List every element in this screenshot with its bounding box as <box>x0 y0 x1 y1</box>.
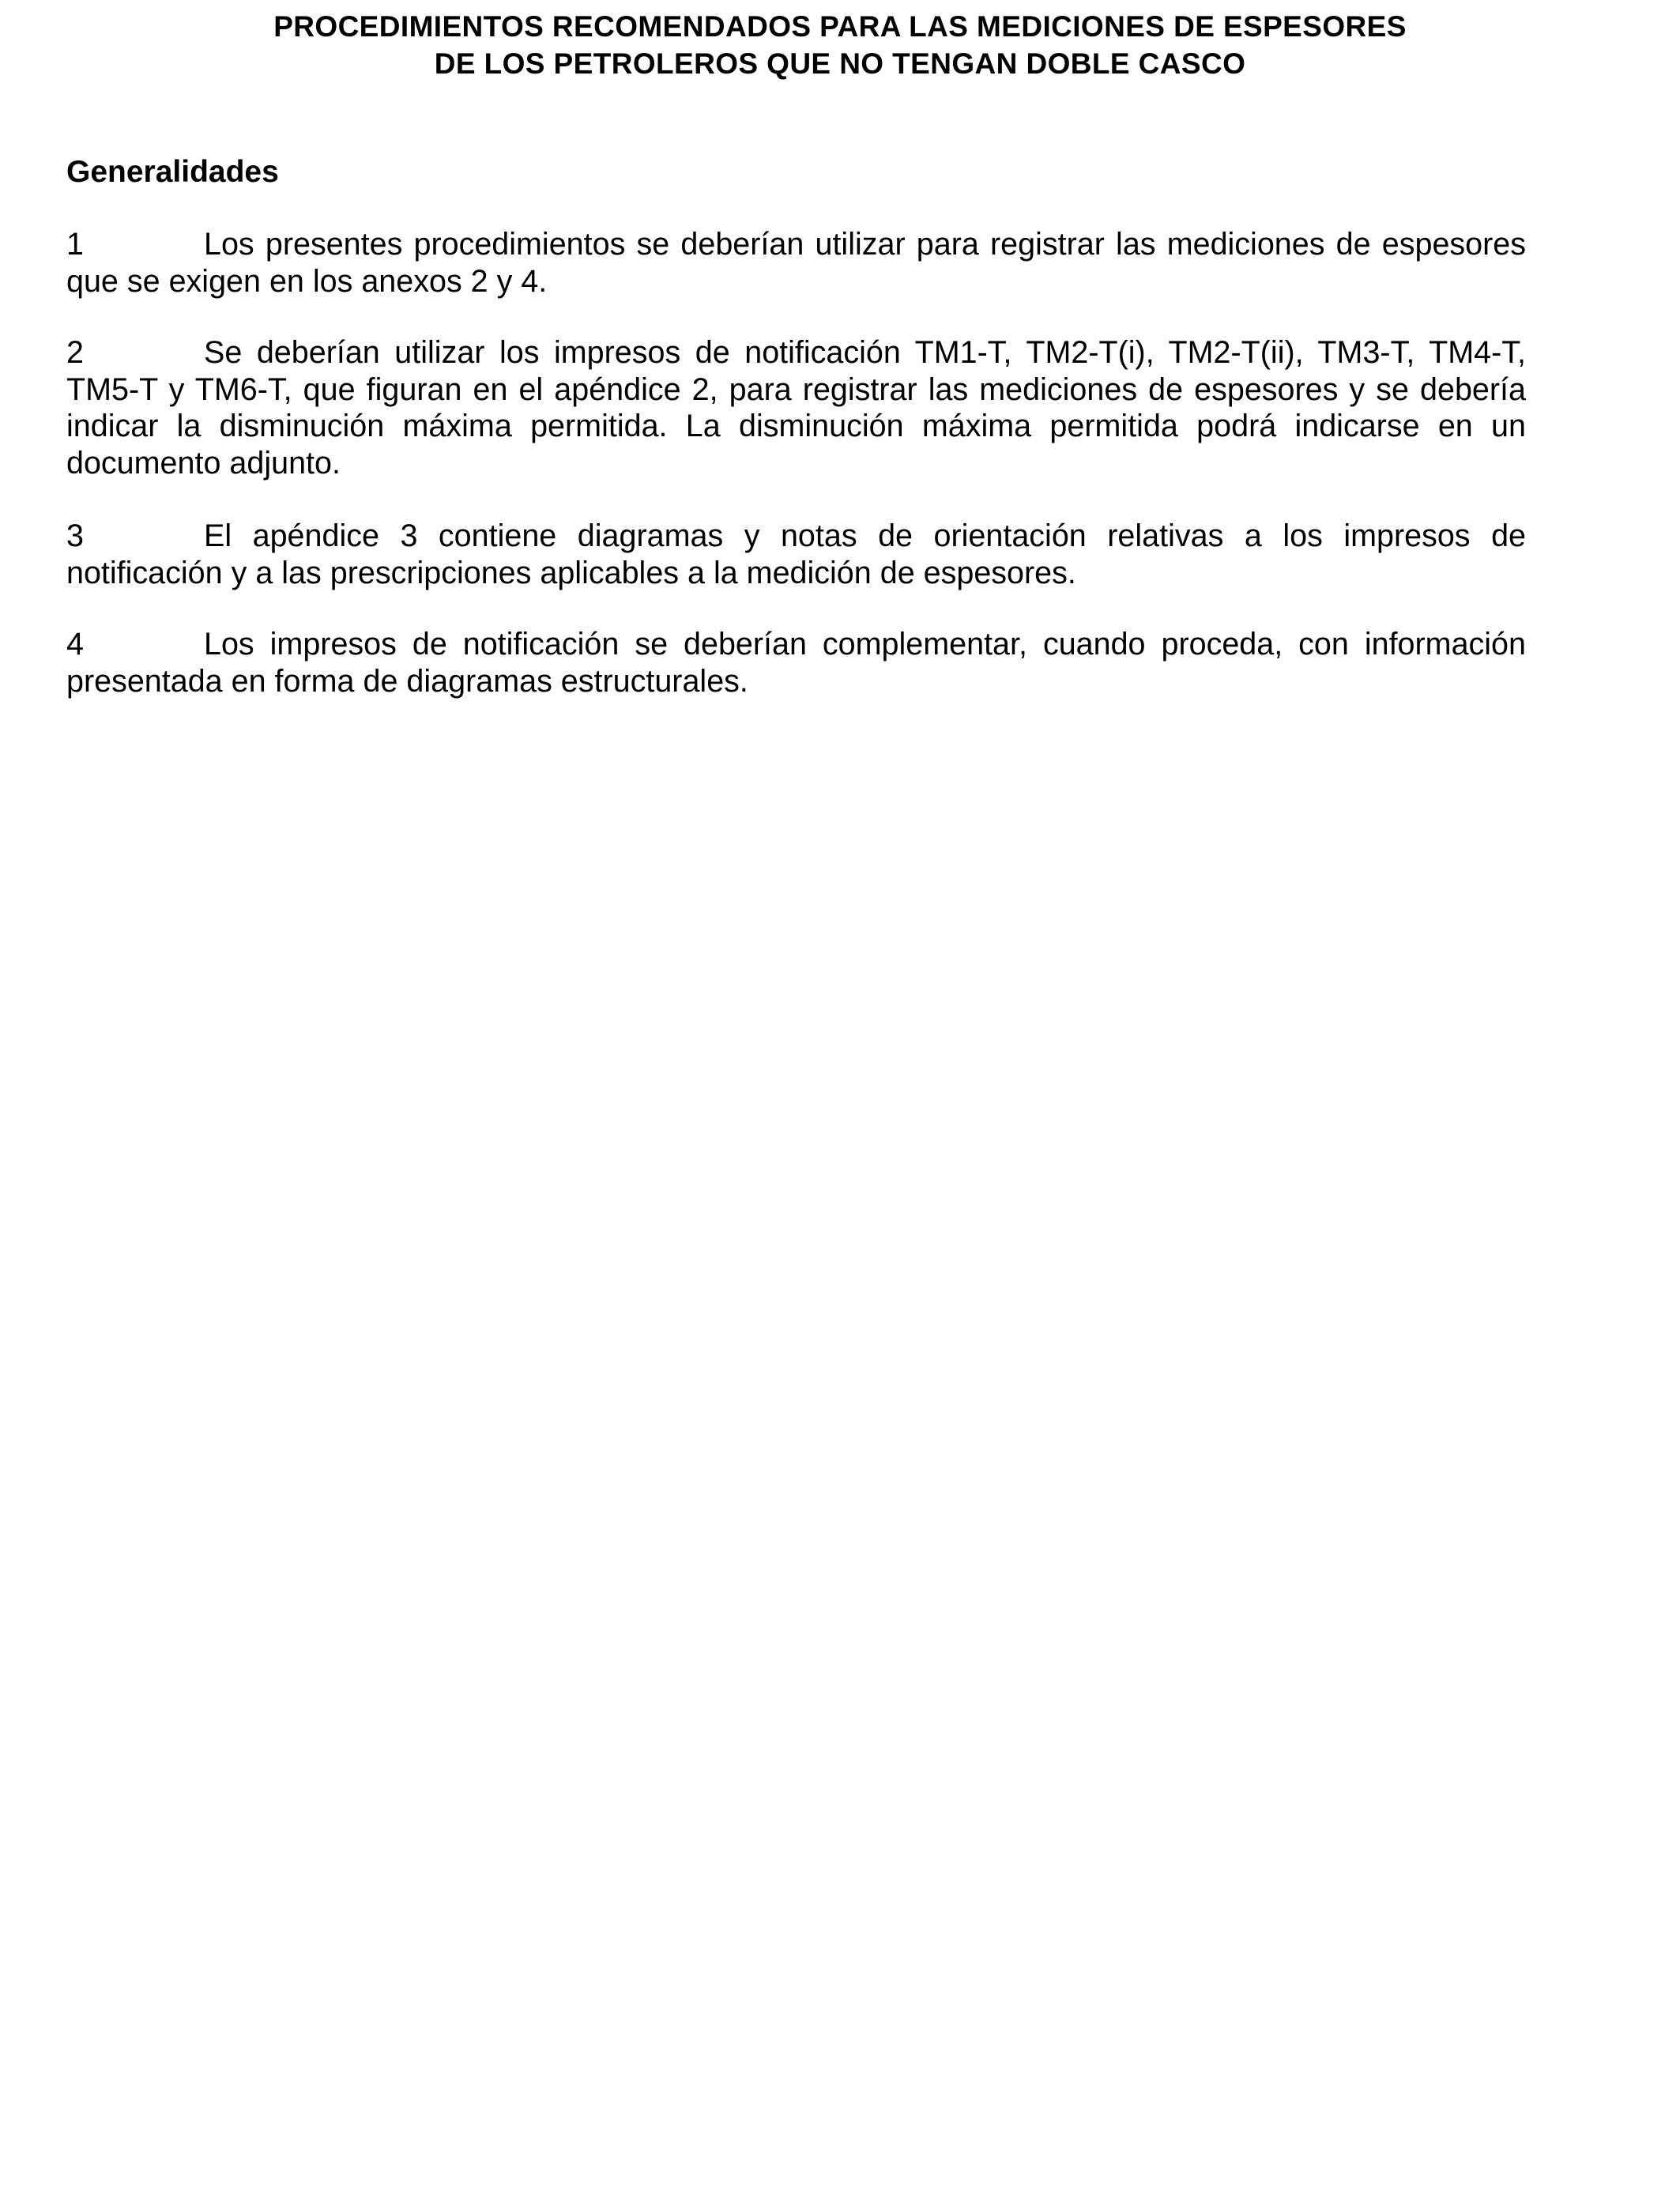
document-title <box>0 8 1680 82</box>
title-line-1: PROCEDIMIENTOS RECOMENDADOS PARA LAS MEDICIONES DE ESPESORES <box>273 10 1407 43</box>
paragraph-number: 1 <box>66 227 84 262</box>
paragraph-1 <box>66 226 1526 300</box>
title-line-2: DE LOS PETROLEROS QUE NO TENGAN DOBLE CASCO <box>434 47 1246 80</box>
paragraph-text: Los impresos de notificación se deberían complementar, cuando proceda, con información presentada en forma de diagramas estructurales. <box>66 627 1526 699</box>
paragraph-text: El apéndice 3 contiene diagramas y notas de orientación relativas a los impresos de notificación y a las prescripciones aplicables a la medición de espesores. <box>66 518 1526 590</box>
paragraph-2 <box>66 334 1526 481</box>
section-heading: Generalidades <box>66 155 279 189</box>
paragraph-number: 2 <box>66 335 84 370</box>
paragraph-text: Se deberían utilizar los impresos de notificación TM1-T, TM2-T(i), TM2-T(ii), TM3-T, TM4-T, TM5-T y TM6-T, que figuran en el apéndice 2, para registrar las mediciones de espesores y se debería indicar la disminución máxima permitida. La disminución máxima permitida podrá indicarse en un documento adjunto. <box>66 335 1526 481</box>
paragraph-number: 3 <box>66 518 84 553</box>
paragraph-text: Los presentes procedimientos se deberían utilizar para registrar las mediciones de espesores que se exigen en los anexos 2 y 4. <box>66 227 1526 299</box>
paragraph-4 <box>66 626 1526 699</box>
paragraph-number: 4 <box>66 627 84 662</box>
paragraph-3 <box>66 518 1526 591</box>
